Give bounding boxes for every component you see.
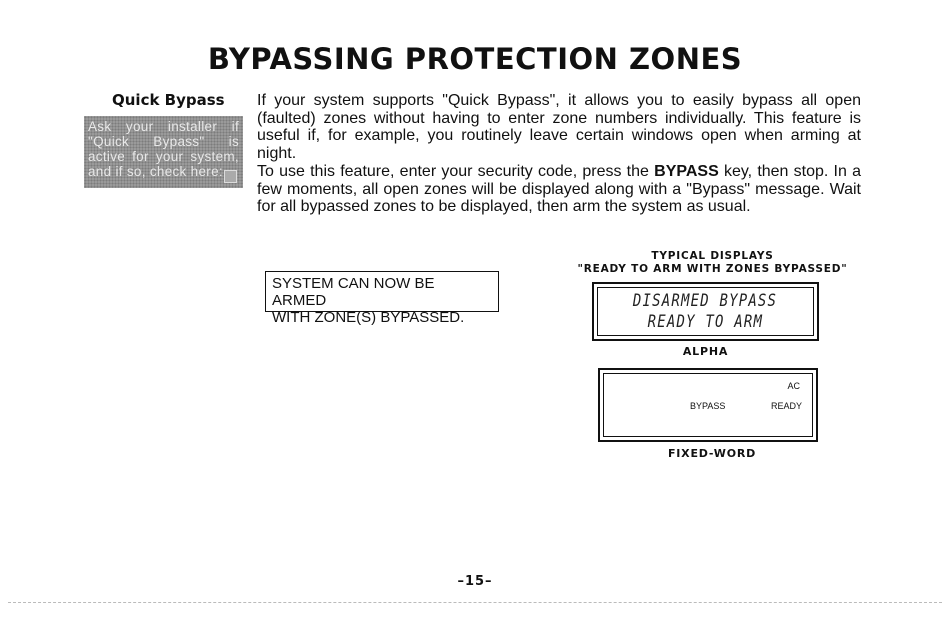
alpha-display-line2: READY TO ARM — [647, 311, 764, 332]
section-heading: Quick Bypass — [112, 91, 225, 109]
installer-note — [84, 116, 243, 188]
armed-message-line2: WITH ZONE(S) BYPASSED. — [272, 309, 465, 326]
fixed-word-ac-indicator: AC — [787, 381, 800, 391]
alpha-display — [592, 282, 819, 341]
paragraph-quick-bypass-intro: If your system supports "Quick Bypass", it allows you to easily bypass all open (faulted) zones without having to enter zone numbers individually. This feature is useful if, for example, you routinely leave certain windows open when arming at night. — [257, 92, 861, 162]
installer-note-text: Ask your installer if "Quick Bypass" is active for your system, and if so, check here: — [88, 119, 239, 179]
armed-message-box — [265, 271, 499, 326]
alpha-display-line1: DISARMED BYPASS — [633, 290, 778, 311]
bypass-key-name: BYPASS — [654, 163, 719, 180]
quick-bypass-checkbox[interactable] — [224, 170, 237, 183]
paragraph-quick-bypass-usage — [257, 163, 861, 216]
page-number: –15– — [457, 574, 493, 589]
typical-displays-caption: TYPICAL DISPLAYS — [651, 250, 774, 262]
alpha-display-screen — [597, 287, 814, 336]
paragraph-usage-part2: key, then stop. In a few moments, all open zones will be displayed along with a "Bypass" message. Wait for all bypassed zones to be displayed, then arm the system as usual. — [257, 163, 862, 215]
typical-displays-subcaption: "READY TO ARM WITH ZONES BYPASSED" — [577, 263, 848, 275]
page-title: BYPASSING PROTECTION ZONES — [207, 42, 743, 76]
armed-message-line1: SYSTEM CAN NOW BE ARMED — [272, 275, 435, 309]
alpha-display-label: ALPHA — [682, 345, 729, 358]
scan-edge-line — [8, 602, 942, 603]
paragraph-usage-part1: To use this feature, enter your security code, press the — [257, 163, 655, 180]
fixed-word-display-screen — [603, 373, 813, 437]
fixed-word-display — [598, 368, 818, 442]
fixed-word-bypass-indicator: BYPASS — [690, 401, 726, 411]
fixed-word-display-label: FIXED-WORD — [667, 447, 757, 460]
fixed-word-ready-indicator: READY — [770, 401, 802, 411]
